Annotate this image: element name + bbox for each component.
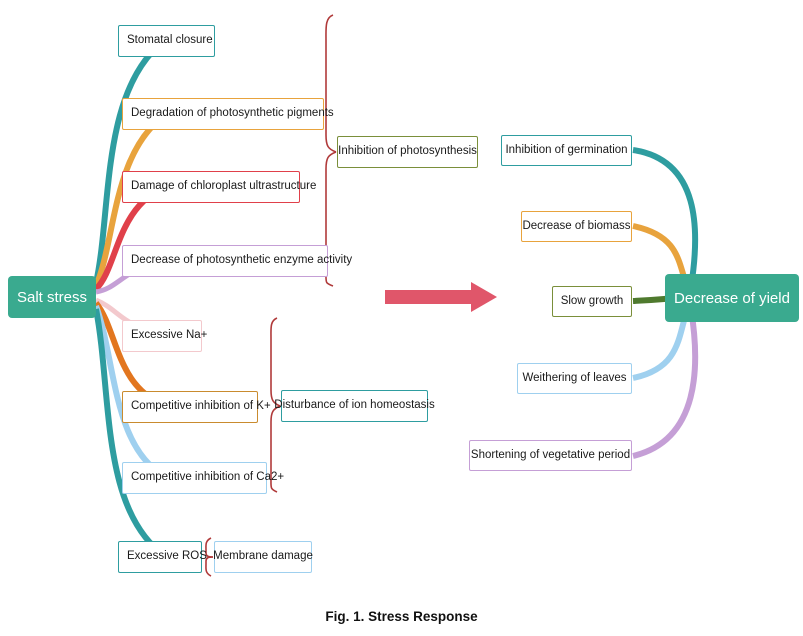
- node-decrease-of-biomass[interactable]: [521, 211, 632, 242]
- node-decrease-of-yield-label: Decrease of yield: [674, 289, 790, 307]
- node-degradation-of-pigments-label: Degradation of photosynthetic pigments: [131, 107, 334, 120]
- node-shortening-of-vegetative-period-label: Shortening of vegetative period: [470, 448, 631, 461]
- node-damage-of-chloroplast-label: Damage of chloroplast ultrastructure: [131, 180, 317, 193]
- node-disturbance-of-ion-homeostasis[interactable]: [274, 390, 435, 422]
- node-slow-growth[interactable]: [552, 286, 632, 317]
- node-excessive-na-label: Excessive Na+: [131, 329, 208, 342]
- node-degradation-of-pigments[interactable]: [122, 98, 334, 130]
- node-excessive-ros-label: Excessive ROS: [127, 550, 207, 563]
- node-excessive-na[interactable]: [122, 320, 208, 352]
- node-salt-stress[interactable]: [8, 276, 96, 318]
- node-competitive-inhibition-ca-label: Competitive inhibition of Ca2+: [131, 471, 285, 484]
- node-decrease-enzyme-activity-label: Decrease of photosynthetic enzyme activity: [131, 254, 353, 267]
- node-membrane-damage-label: Membrane damage: [213, 550, 313, 563]
- node-inhibition-of-photosynthesis[interactable]: [337, 136, 478, 168]
- node-slow-growth-label: Slow growth: [560, 294, 624, 307]
- node-disturbance-of-ion-homeostasis-label: Disturbance of ion homeostasis: [274, 399, 435, 412]
- node-weithering-of-leaves-label: Weithering of leaves: [522, 371, 627, 384]
- node-competitive-inhibition-k[interactable]: [122, 391, 271, 423]
- node-competitive-inhibition-ca[interactable]: [122, 462, 285, 494]
- node-shortening-of-vegetative-period[interactable]: [469, 440, 632, 471]
- figure-caption-text: Fig. 1. Stress Response: [325, 608, 478, 624]
- figure-caption: [0, 596, 803, 636]
- node-stomatal-closure-label: Stomatal closure: [127, 34, 213, 47]
- node-inhibition-of-photosynthesis-label: Inhibition of photosynthesis: [338, 145, 477, 158]
- node-membrane-damage[interactable]: [214, 541, 312, 573]
- node-damage-of-chloroplast[interactable]: [122, 171, 317, 203]
- node-decrease-enzyme-activity[interactable]: [122, 245, 353, 277]
- node-salt-stress-label: Salt stress: [16, 288, 88, 306]
- node-inhibition-of-germination-label: Inhibition of germination: [505, 143, 628, 156]
- node-stomatal-closure[interactable]: [118, 25, 215, 57]
- node-excessive-ros[interactable]: [118, 541, 207, 573]
- node-decrease-of-biomass-label: Decrease of biomass: [522, 219, 631, 232]
- node-competitive-inhibition-k-label: Competitive inhibition of K+: [131, 400, 271, 413]
- node-decrease-of-yield[interactable]: [665, 274, 799, 322]
- node-inhibition-of-germination[interactable]: [501, 135, 632, 166]
- node-weithering-of-leaves[interactable]: [517, 363, 632, 394]
